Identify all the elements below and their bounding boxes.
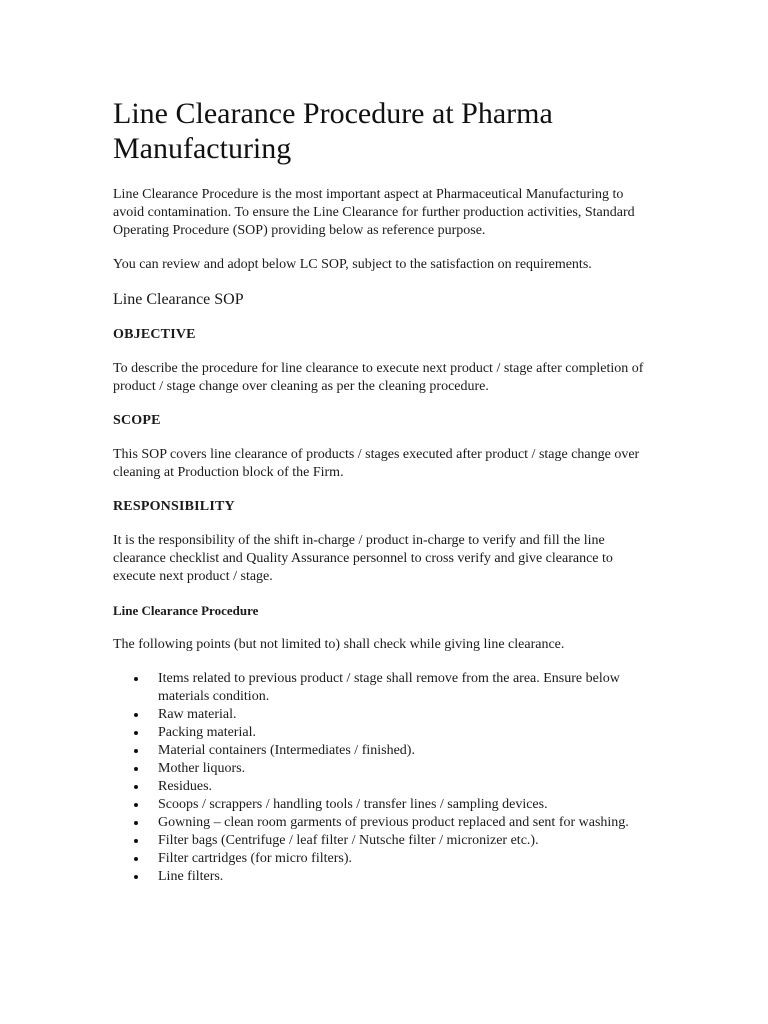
list-item: Packing material. [158, 724, 658, 742]
objective-paragraph: To describe the procedure for line clearance to execute next product / stage after completion of product / stage change over cleaning as per the cleaning procedure. [113, 361, 644, 394]
responsibility-heading: RESPONSIBILITY [113, 499, 235, 514]
procedure-list [113, 670, 658, 886]
procedure-lead-paragraph: The following points (but not limited to) shall check while giving line clearance. [113, 637, 565, 652]
objective-heading: OBJECTIVE [113, 327, 196, 342]
review-note-paragraph: You can review and adopt below LC SOP, subject to the satisfaction on requirements. [113, 257, 592, 272]
list-item: Material containers (Intermediates / finished). [158, 742, 658, 760]
responsibility-paragraph: It is the responsibility of the shift in-charge / product in-charge to verify and fill the line clearance checklist and Quality Assurance personnel to cross verify and give clearance to execute next product / stage. [113, 533, 613, 584]
intro-paragraph: Line Clearance Procedure is the most important aspect at Pharmaceutical Manufacturing to avoid contamination. To ensure the Line Clearance for further production activities, Standard Operating Procedure (SOP) providing below as reference purpose. [113, 187, 635, 238]
list-item: Scoops / scrappers / handling tools / transfer lines / sampling devices. [158, 796, 658, 814]
scope-heading: SCOPE [113, 413, 161, 428]
sop-heading: Line Clearance SOP [113, 291, 244, 308]
list-item: Gowning – clean room garments of previous product replaced and sent for washing. [158, 814, 658, 832]
list-item: Filter cartridges (for micro filters). [158, 850, 658, 868]
list-item: Items related to previous product / stage shall remove from the area. Ensure below materials condition. [158, 670, 658, 706]
list-item: Residues. [158, 778, 658, 796]
list-item: Filter bags (Centrifuge / leaf filter / Nutsche filter / micronizer etc.). [158, 832, 658, 850]
procedure-heading: Line Clearance Procedure [113, 603, 259, 618]
document-title: Line Clearance Procedure at Pharma Manufacturing [113, 97, 553, 165]
document-page [113, 96, 658, 886]
scope-paragraph: This SOP covers line clearance of products / stages executed after product / stage change over cleaning at Production block of the Firm. [113, 447, 640, 480]
list-item: Raw material. [158, 706, 658, 724]
list-item: Line filters. [158, 868, 658, 886]
list-item: Mother liquors. [158, 760, 658, 778]
